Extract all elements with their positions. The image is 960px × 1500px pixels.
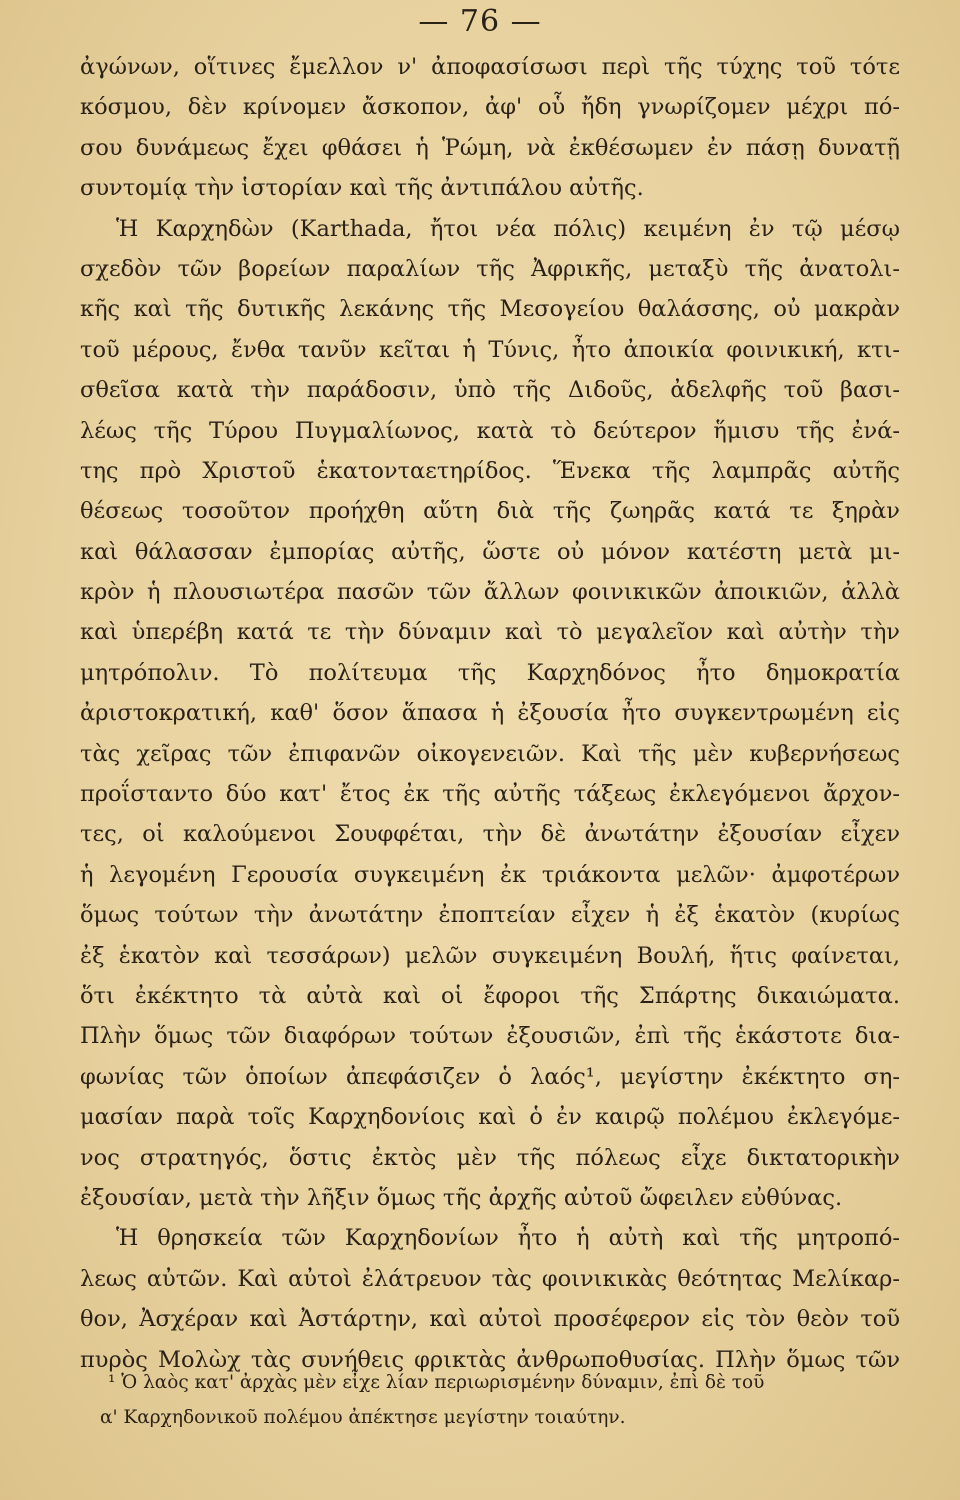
text-line: κόσμου, δὲν κρίνομεν ἄσκοπον, ἀφ' οὗ ἤδη γνωρίζομεν μέχρι πό- [80, 94, 900, 121]
text-line: συντομίᾳ τὴν ἱστορίαν καὶ τῆς ἀντιπάλου αὐτῆς. [80, 175, 644, 202]
text-line: ὅμως τούτων τὴν ἀνωτάτην ἐποπτείαν εἶχεν ἡ ἐξ ἑκατὸν (κυρίως [80, 902, 900, 929]
footnote-line: α' Καρχηδονικοῦ πολέμου ἀπέκτησε μεγίστην τοιαύτην. [100, 1407, 626, 1428]
text-line: λεως αὐτῶν. Καὶ αὐτοὶ ἐλάτρευον τὰς φοινικικὰς θεότητας Μελίκαρ- [80, 1265, 900, 1292]
text-line: Πλὴν ὅμως τῶν διαφόρων τούτων ἐξουσιῶν, ἐπὶ τῆς ἑκάστοτε δια- [80, 1023, 900, 1050]
text-line: προΐσταντο δύο κατ' ἔτος ἐκ τῆς αὐτῆς τάξεως ἐκλεγόμενοι ἄρχον- [80, 781, 900, 808]
text-line: κρὸν ἡ πλουσιωτέρα πασῶν τῶν ἄλλων φοινικικῶν ἀποικιῶν, ἀλλὰ [80, 579, 900, 606]
text-line: πυρὸς Μολὼχ τὰς συνήθεις φρικτὰς ἀνθρωποθυσίας. Πλὴν ὅμως τῶν [80, 1346, 900, 1373]
page-number: — 76 — [418, 4, 542, 39]
text-line: νος στρατηγός, ὅστις ἐκτὸς μὲν τῆς πόλεως εἶχε δικτατορικὴν [80, 1144, 900, 1171]
text-line: μασίαν παρὰ τοῖς Καρχηδονίοις καὶ ὁ ἐν καιρῷ πολέμου ἐκλεγόμε- [80, 1104, 900, 1131]
footnote-line: ¹ Ὁ λαὸς κατ' ἀρχὰς μὲν εἶχε λίαν περιωρισμένην δύναμιν, ἐπὶ δὲ τοῦ [108, 1372, 765, 1393]
text-line: φωνίας τῶν ὁποίων ἀπεφάσιζεν ὁ λαός¹, μεγίστην ἐκέκτητο ση- [80, 1063, 900, 1090]
text-line: της πρὸ Χριστοῦ ἑκατονταετηρίδος. Ἕνεκα τῆς λαμπρᾶς αὐτῆς [80, 457, 900, 484]
text-line: ἐξ ἑκατὸν καὶ τεσσάρων) μελῶν συγκειμένη Βουλή, ἥτις φαίνεται, [80, 942, 900, 969]
text-line: σχεδὸν τῶν βορείων παραλίων τῆς Ἀφρικῆς, μεταξὺ τῆς ἀνατολι- [80, 255, 900, 282]
text-line: ἀγώνων, οἵτινες ἔμελλον ν' ἀποφασίσωσι περὶ τῆς τύχης τοῦ τότε [80, 54, 900, 80]
text-line: καὶ ὑπερέβη κατά τε τὴν δύναμιν καὶ τὸ μεγαλεῖον καὶ αὐτὴν τὴν [80, 619, 900, 646]
text-line: λέως τῆς Τύρου Πυγμαλίωνος, κατὰ τὸ δεύτερον ἥμισυ τῆς ἐνά- [80, 417, 900, 444]
paragraph-start: Ἡ θρησκεία τῶν Καρχηδονίων ἦτο ἡ αὐτὴ καὶ τῆς μητροπό- [116, 1225, 900, 1252]
text-line: μητρόπολιν. Τὸ πολίτευμα τῆς Καρχηδόνος ἦτο δημοκρατία [80, 659, 900, 686]
paragraph-start: Ἡ Καρχηδὼν (Karthada, ἤτοι νέα πόλις) κειμένη ἐν τῷ μέσῳ [116, 215, 900, 242]
text-line: τες, οἱ καλούμενοι Σουφφέται, τὴν δὲ ἀνωτάτην ἐξουσίαν εἶχεν [80, 821, 900, 848]
text-line: τοῦ μέρους, ἔνθα τανῦν κεῖται ἡ Τύνις, ἦτο ἀποικία φοινικική, κτι- [80, 336, 900, 363]
text-line: ἡ λεγομένη Γερουσία συγκειμένη ἐκ τριάκοντα μελῶν· ἀμφοτέρων [80, 861, 900, 888]
footnote [80, 1365, 900, 1435]
text-line: ἀριστοκρατική, καθ' ὅσον ἅπασα ἡ ἐξουσία ἦτο συγκεντρωμένη εἰς [80, 700, 900, 727]
text-line: σθεῖσα κατὰ τὴν παράδοσιν, ὑπὸ τῆς Διδοῦς, ἀδελφῆς τοῦ βασι- [80, 377, 900, 404]
body-text [80, 47, 900, 1380]
text-line: σου δυνάμεως ἔχει φθάσει ἡ Ῥώμη, νὰ ἐκθέσωμεν ἐν πάσῃ δυνατῇ [80, 134, 900, 161]
text-line: τὰς χεῖρας τῶν ἐπιφανῶν οἰκογενειῶν. Καὶ τῆς μὲν κυβερνήσεως [80, 740, 900, 767]
text-line: θέσεως τοσοῦτον προήχθη αὕτη διὰ τῆς ζωηρᾶς κατά τε ξηρὰν [80, 498, 900, 525]
text-line: καὶ θάλασσαν ἐμπορίας αὐτῆς, ὥστε οὐ μόνον κατέστη μετὰ μι- [80, 538, 900, 565]
text-line: ἐξουσίαν, μετὰ τὴν λῆξιν ὅμως τῆς ἀρχῆς αὐτοῦ ὤφειλεν εὐθύνας. [80, 1184, 843, 1211]
text-line: ὅτι ἐκέκτητο τὰ αὐτὰ καὶ οἱ ἔφοροι τῆς Σπάρτης δικαιώματα. [80, 982, 900, 1009]
text-line: θον, Ἀσχέραν καὶ Ἀστάρτην, καὶ αὐτοὶ προσέφερον εἰς τὸν θεὸν τοῦ [80, 1306, 900, 1333]
text-line: κῆς καὶ τῆς δυτικῆς λεκάνης τῆς Μεσογείου θαλάσσης, οὐ μακρὰν [80, 296, 900, 323]
